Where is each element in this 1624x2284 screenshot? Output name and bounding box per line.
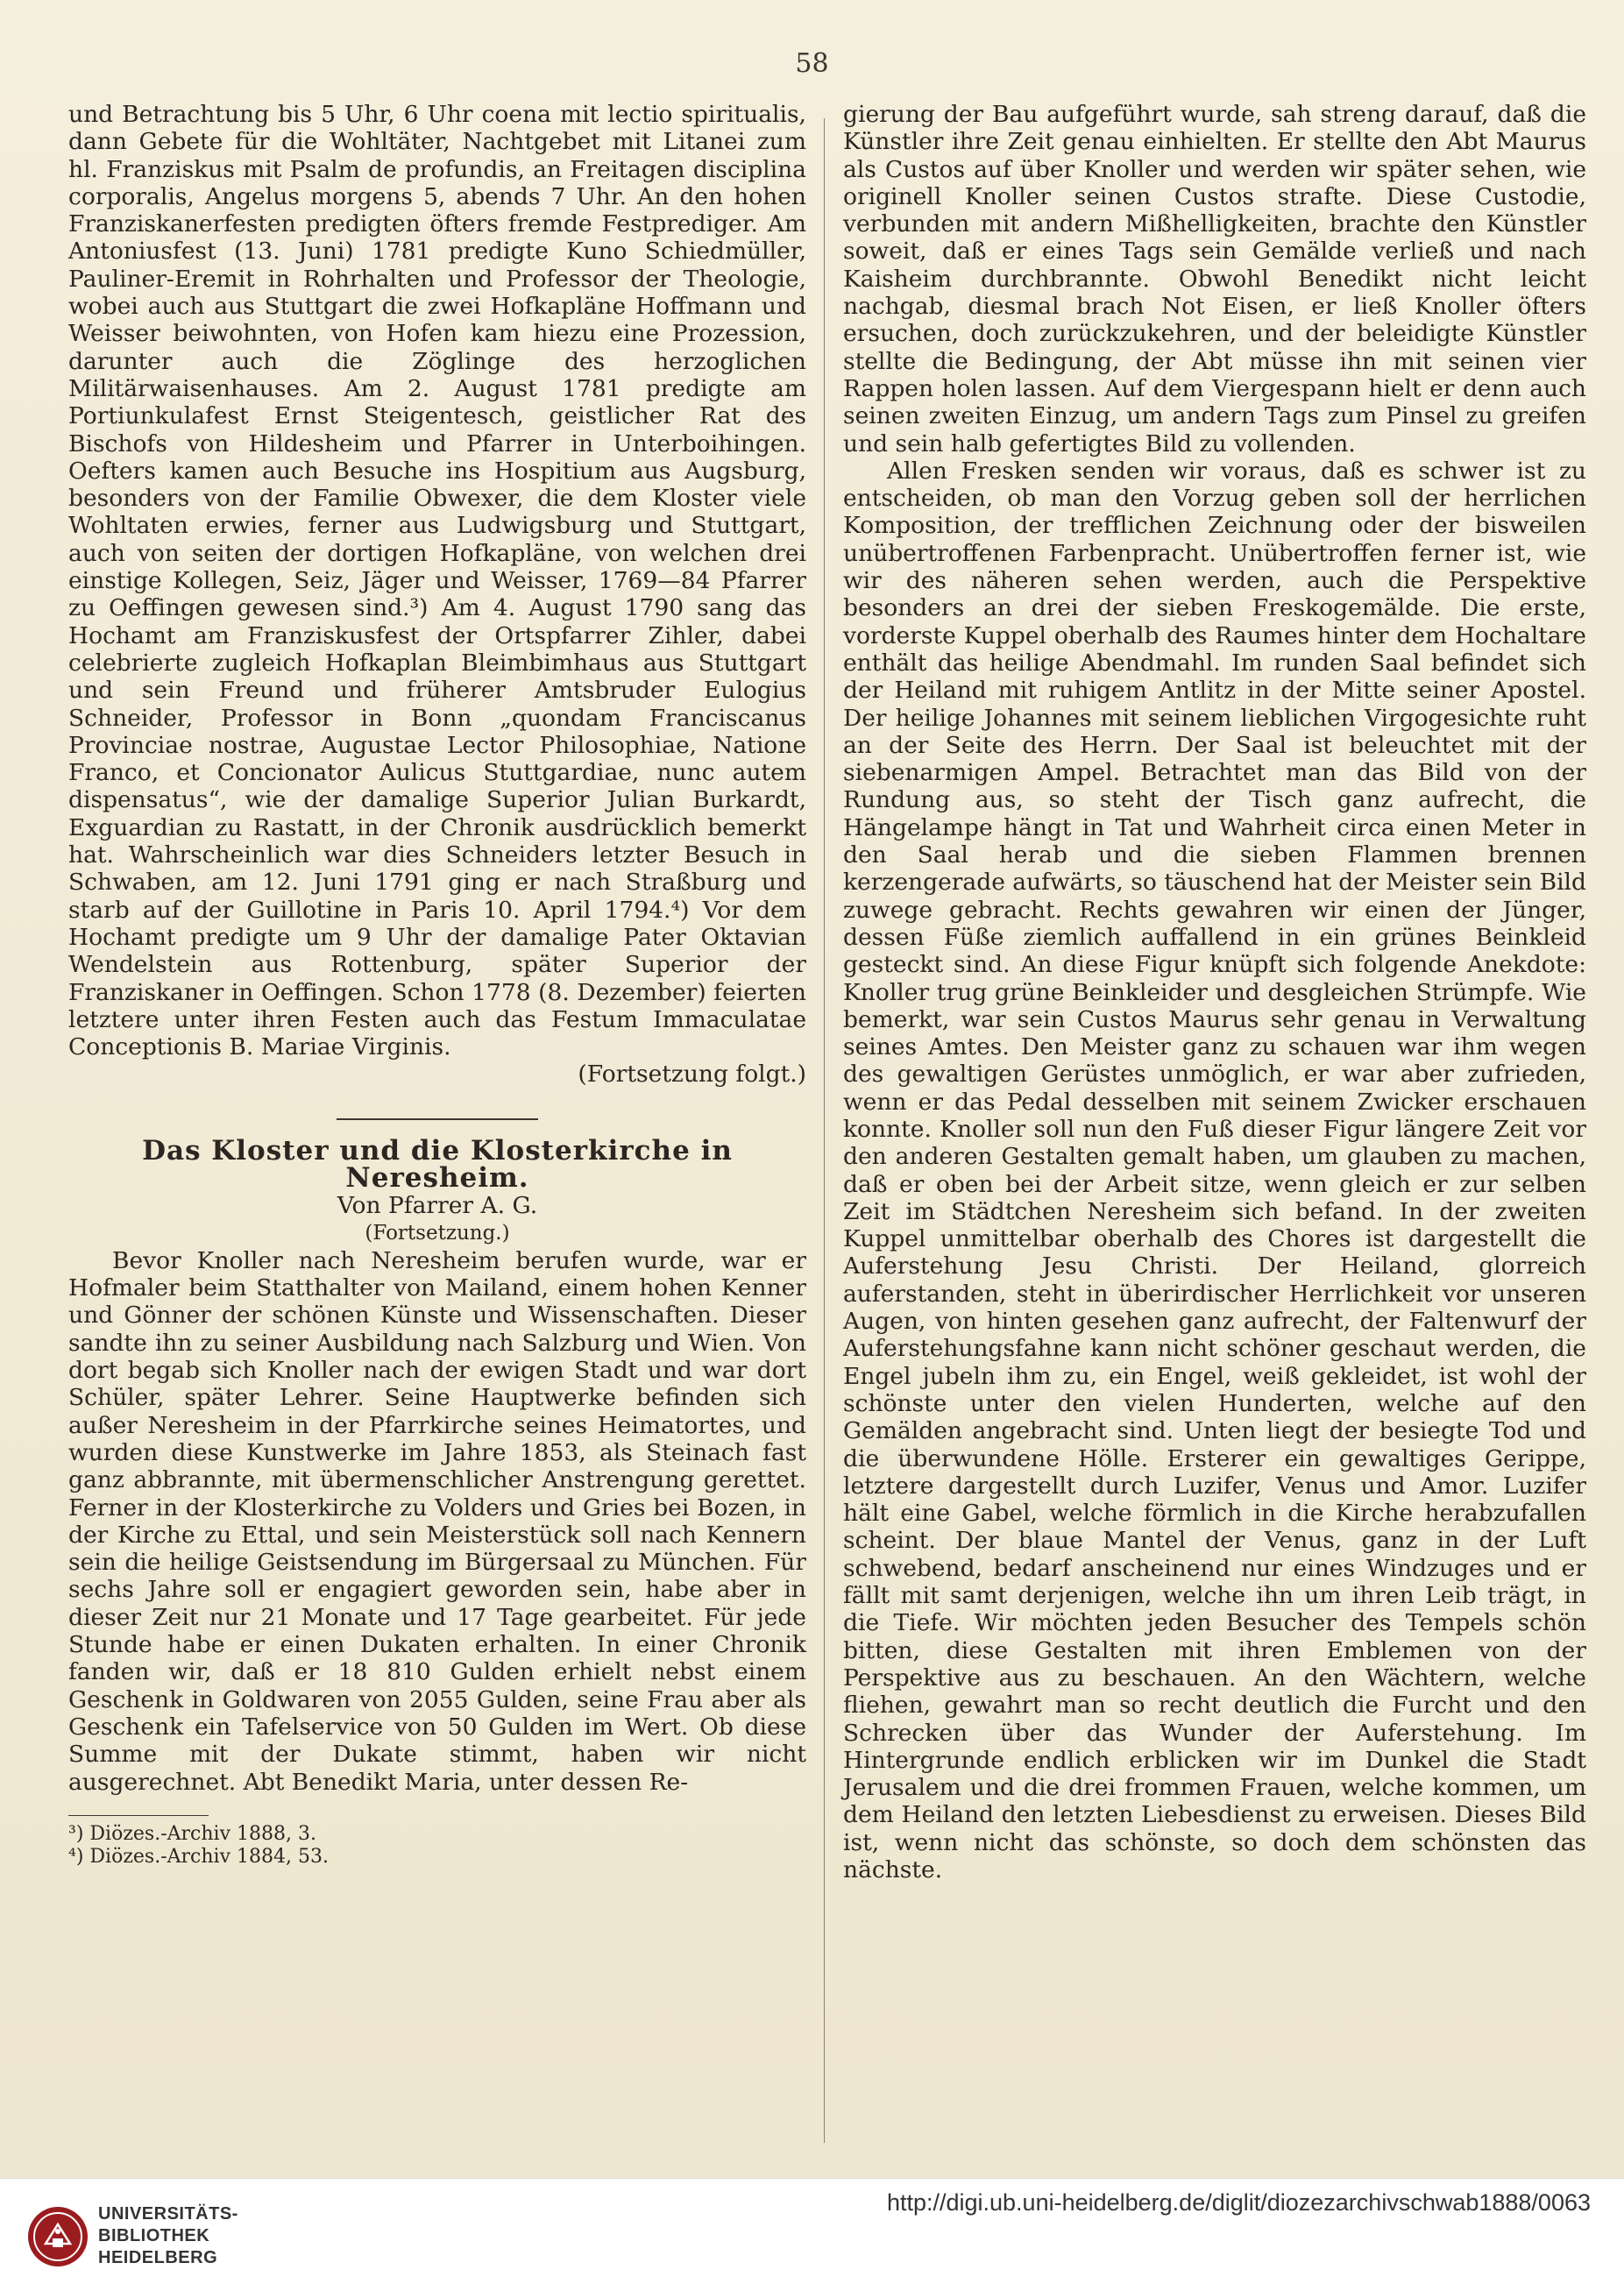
left-column bbox=[68, 101, 806, 1869]
article-paragraph: gierung der Bau aufgeführt wurde, sah streng darauf, daß die Künstler ihre Zeit genau einhielten. Er stellte den Abt Maurus als Custos auf über Knoller und werden wir später sehen, wie originell Knoller seinen Custos strafte. Diese Custodie, verbunden mit andern Mißhelligkeiten, brachte den Künstler soweit, daß er eines Tags sein Gemälde verließ und nach Kaisheim durchbrannte. Obwohl Benedikt nicht leicht nachgab, diesmal brach Not Eisen, er ließ Knoller öfters ersuchen, doch zurückzukehren, und der beleidigte Künstler stellte die Bedingung, der Abt müsse ihn mit seinen vier Rappen holen lassen. Auf dem Viergespann hielt er denn auch seinen zweiten Einzug, um andern Tags zum Pinsel zu greifen und sein halb gefertigtes Bild zu vollenden. bbox=[843, 101, 1586, 458]
footnote: ³) Diözes.-Archiv 1888, 3. bbox=[68, 1822, 316, 1845]
university-seal-icon bbox=[26, 2205, 89, 2268]
continued-note: (Fortsetzung folgt.) bbox=[578, 1060, 806, 1089]
institution-line: BIBLIOTHEK bbox=[98, 2226, 210, 2245]
source-link[interactable]: http://digi.ub.uni-heidelberg.de/diglit/diozezarchivschwab1888/0063 bbox=[886, 2189, 1591, 2216]
footnote: ⁴) Diözes.-Archiv 1884, 53. bbox=[68, 1845, 329, 1868]
article-paragraph: Allen Fresken senden wir voraus, daß es schwer ist zu entscheiden, ob man den Vorzug geben soll der herrlichen Komposition, der trefflichen Zeichnung oder der bisweilen unübertroffenen Farbenpracht. Unübertroffen ferner ist, wie wir des näheren sehen werden, auch die Perspektive besonders an drei der sieben Freskogemälde. Die erste, vorderste Kuppel oberhalb des Raumes hinter dem Hochaltare enthält das heilige Abendmahl. Im runden Saal befindet sich der Heiland mit ruhigem Antlitz in der Mitte seiner Apostel. Der heilige Johannes mit seinem lieblichen Virgogesichte ruht an der Seite des Herrn. Der Saal ist beleuchtet mit der siebenarmigen Ampel. Betrachtet man das Bild von der Rundung aus, so steht der Tisch ganz aufrecht, die Hängelampe hängt in Tat und Wahrheit circa einen Meter in den Saal herab und die sieben Flammen brennen kerzengerade aufwärts, so täuschend hat der Meister sein Bild zuwege gebracht. Rechts gewahren wir einen der Jünger, dessen Füße ziemlich auffallend in ein grünes Beinkleid gesteckt sind. An diese Figur knüpft sich folgende Anekdote: Knoller trug grüne Beinkleider und desgleichen Strümpfe. Wie bemerkt, war sein Custos Maurus sehr genau in Verwaltung seines Amtes. Den Meister ganz zu schauen war ihm wegen des gewaltigen Gerüstes unmöglich, er war aber zufrieden, wenn er das Pedal desselben mit seinem Zwicker erschauen konnte. Knoller soll nun den Fuß dieser Figur längere Zeit vor den anderen Gestalten gemalt haben, um glauben zu machen, daß er oben bei der Arbeit sitze, wenn gleich er zur selben Zeit im Städtchen Neresheim sich befand. In der zweiten Kuppel unmittelbar oberhalb des Chores ist dargestellt die Auferstehung Jesu Christi. Der Heiland, glorreich auferstanden, steht in überirdischer Herrlichkeit vor unseren Augen, von hinten gesehen ganz aufrecht, der Faltenwurf der Auferstehungsfahne kann nicht schöner geschaut werden, die Engel jubeln ihm zu, ein Engel, weiß gekleidet, ist wohl der schönste unter den vielen Hunderten, welche auf den Gemälden angebracht sind. Unten liegt der besiegte Tod und die überwundene Hölle. Ersterer ein gewaltiges Gerippe, letztere dargestellt durch Luzifer, Venus und Amor. Luzifer hält eine Gabel, welche förmlich in die Kirche herabzufallen scheint. Der blaue Mantel der Venus, ganz in der Luft schwebend, bedarf anscheinend nur eines Windzuges und er fällt mit samt derjenigen, welche ihn um ihren Leib trägt, in die Tiefe. Wir möchten jeden Besucher des Tempels schön bitten, diese Gestalten mit ihren Emblemen von der Perspektive aus zu beschauen. An den Wächtern, welche fliehen, gewahrt man so recht deutlich die Furcht und den Schrecken über das Wunder der Auferstehung. Im Hintergrunde endlich erblicken wir im Dunkel die Stadt Jerusalem und die drei frommen Frauen, welche kommen, um dem Heiland den letzten Liebesdienst zu erweisen. Dieses Bild ist, wenn nicht das schönste, so doch dem schönsten das nächste. bbox=[843, 457, 1586, 1883]
left-paragraph: und Betrachtung bis 5 Uhr, 6 Uhr coena mit lectio spiritualis, dann Gebete für die Wohltäter, Nachtgebet mit Litanei zum hl. Franziskus mit Psalm de profundis, an Freitagen disciplina corporalis, Angelus morgens 5, abends 7 Uhr. An den hohen Franziskanerfesten predigten öfters fremde Festprediger. Am Antoniusfest (13. Juni) 1781 predigte Kuno Schiedmüller, Pauliner-Eremit in Rohrhalten und Professor der Theologie, wobei auch aus Stuttgart die zwei Hofkapläne Hoffmann und Weisser beiwohnten, von Hofen kam hiezu eine Prozession, darunter auch die Zöglinge des herzoglichen Militärwaisenhauses. Am 2. August 1781 predigte am Portiunkulafest Ernst Steigentesch, geistlicher Rat des Bischofs von Hildesheim und Pfarrer in Unterboihingen. Oefters kamen auch Besuche ins Hospitium aus Augsburg, besonders von der Familie Obwexer, die dem Kloster viele Wohltaten erwies, ferner aus Ludwigsburg und Stuttgart, auch von seiten der dortigen Hofkapläne, von welchen drei einstige Kollegen, Seiz, Jäger und Weisser, 1769—84 Pfarrer zu Oeffingen gewesen sind.³) Am 4. August 1790 sang das Hochamt am Franziskusfest der Ortspfarrer Zihler, dabei celebrierte zugleich Hofkaplan Bleimbimhaus aus Stuttgart und sein Freund und früherer Amtsbruder Eulogius Schneider, Professor in Bonn „quondam Franciscanus Provinciae nostrae, Augustae Lector Philosophiae, Natione Franco, et Concionator Aulicus Stuttgardiae, nunc autem dispensatus“, wie der damalige Superior Julian Burkardt, Exguardian zu Rastatt, in der Chronik ausdrücklich bemerkt hat. Wahrscheinlich war dies Schneiders letzter Besuch in Schwaben, am 12. Juni 1791 ging er nach Straßburg und starb auf der Guillotine in Paris 10. April 1794.⁴) Vor dem Hochamt predigte um 9 Uhr der damalige Pater Oktavian Wendelstein aus Rottenburg, später Superior der Franziskaner in Oeffingen. Schon 1778 (8. Dezember) feierten letztere unter ihren Festen auch das Festum Immaculatae Conceptionis B. Mariae Virginis. bbox=[68, 101, 806, 1061]
section-divider bbox=[337, 1118, 538, 1120]
right-column bbox=[843, 101, 1586, 1883]
column-divider bbox=[824, 118, 825, 2143]
institution-line: UNIVERSITÄTS- bbox=[98, 2204, 238, 2224]
byline: Von Pfarrer A. G. bbox=[337, 1192, 538, 1220]
source-url[interactable] bbox=[887, 2189, 1591, 2217]
continuation-note: (Fortsetzung.) bbox=[365, 1221, 510, 1245]
article-title: Das Kloster und die Klosterkirche in Neresheim. bbox=[142, 1134, 733, 1194]
article-paragraph: Bevor Knoller nach Neresheim berufen wurde, war er Hofmaler beim Statthalter von Mailand, einem hohen Kenner und Gönner der schönen Künste und Wissenschaften. Dieser sandte ihn zu seiner Ausbildung nach Salzburg und Wien. Von dort begab sich Knoller nach der ewigen Stadt und war dort Schüler, später Lehrer. Seine Hauptwerke befinden sich außer Neresheim in der Pfarrkirche seines Heimatortes, und wurden diese Kunstwerke im Jahre 1853, als Steinach fast ganz abbrannte, mit übermenschlicher Anstrengung gerettet. Ferner in der Klosterkirche zu Volders und Gries bei Bozen, in der Kirche zu Ettal, und sein Meisterstück soll nach Kennern sein die heilige Geistsendung im Bürgersaal zu München. Für sechs Jahre soll er engagiert geworden sein, habe aber in dieser Zeit nur 21 Monate und 17 Tage gearbeitet. Für jede Stunde habe er einen Dukaten erhalten. In einer Chronik fanden wir, daß er 18 810 Gulden erhielt nebst einem Geschenk in Goldwaren von 2055 Gulden, seine Frau aber als Geschenk ein Tafelservice von 50 Gulden im Wert. Ob diese Summe mit der Dukate stimmt, haben wir nicht ausgerechnet. Abt Benedikt Maria, unter dessen Re- bbox=[68, 1246, 806, 1796]
page-number: 58 bbox=[795, 48, 829, 79]
footnote-divider bbox=[68, 1815, 209, 1816]
institution-line: HEIDELBERG bbox=[98, 2248, 218, 2267]
institution-name bbox=[98, 2203, 238, 2269]
footer-bar bbox=[0, 2178, 1624, 2284]
